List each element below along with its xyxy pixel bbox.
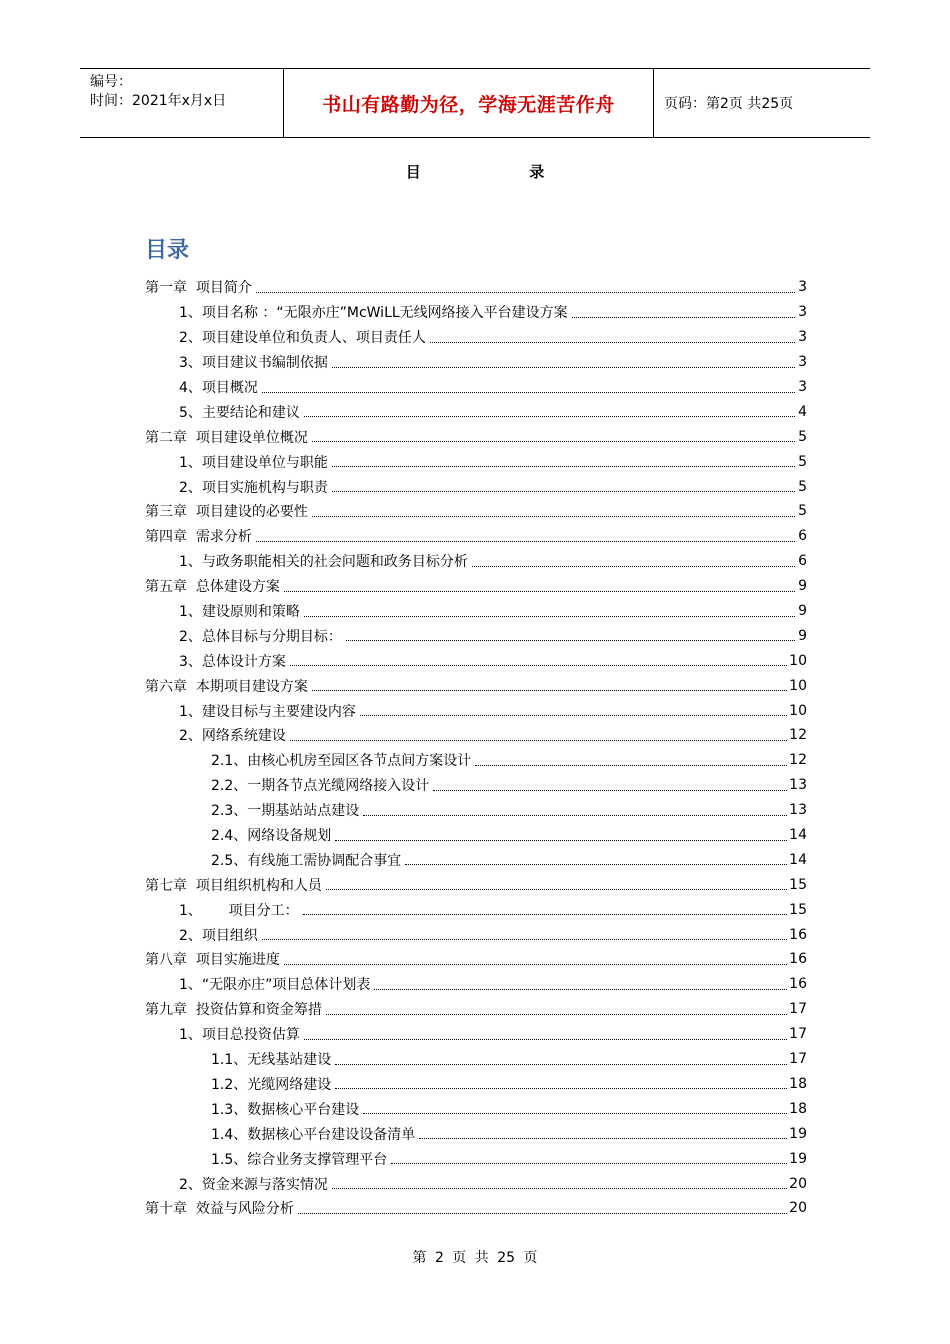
toc-leader-dots xyxy=(335,1064,787,1065)
toc-leader-dots xyxy=(312,690,787,691)
toc-entry[interactable] xyxy=(145,872,807,897)
toc-entry-label: 1、建设目标与主要建设内容 xyxy=(179,701,358,721)
toc-entry[interactable] xyxy=(145,847,807,872)
toc-entry[interactable] xyxy=(145,549,807,574)
toc-entry[interactable] xyxy=(145,673,807,698)
toc-entry-label: 4、项目概况 xyxy=(179,377,260,397)
header-left-cell xyxy=(80,69,284,137)
toc-entry-label: 2.2、一期各节点光缆网络接入设计 xyxy=(211,775,431,795)
toc-leader-dots xyxy=(332,1188,787,1189)
toc-entry[interactable] xyxy=(145,599,807,624)
toc-entry-page: 18 xyxy=(789,1100,807,1117)
toc-leader-dots xyxy=(312,441,795,442)
table-of-contents xyxy=(145,275,807,1221)
toc-entry-page: 9 xyxy=(798,627,807,644)
toc-leader-dots xyxy=(256,541,795,542)
toc-entry[interactable] xyxy=(145,773,807,798)
toc-entry[interactable] xyxy=(145,424,807,449)
toc-leader-dots xyxy=(419,1138,787,1139)
toc-entry-page: 3 xyxy=(798,279,807,296)
toc-entry[interactable] xyxy=(145,399,807,424)
document-title xyxy=(0,161,950,182)
header-motto-cell xyxy=(284,69,654,137)
toc-entry[interactable] xyxy=(145,1146,807,1171)
toc-entry-label: 2、资金来源与落实情况 xyxy=(179,1174,330,1194)
toc-entry[interactable] xyxy=(145,723,807,748)
toc-leader-dots xyxy=(256,292,795,293)
toc-entry-page: 15 xyxy=(789,901,807,918)
toc-entry[interactable] xyxy=(145,798,807,823)
toc-entry-page: 18 xyxy=(789,1075,807,1092)
toc-entry-label: 2、总体目标与分期目标： xyxy=(179,626,344,646)
toc-entry[interactable] xyxy=(145,474,807,499)
toc-entry-page: 16 xyxy=(789,926,807,943)
toc-leader-dots xyxy=(326,889,787,890)
time-label: 时间：2021年x月x日 xyxy=(90,93,227,109)
toc-leader-dots xyxy=(433,790,787,791)
toc-entry-label: 1、建设原则和策略 xyxy=(179,601,302,621)
toc-entry[interactable] xyxy=(145,1121,807,1146)
toc-leader-dots xyxy=(335,840,787,841)
page-info: 页码：第2页 共25页 xyxy=(664,96,794,112)
toc-entry[interactable] xyxy=(145,524,807,549)
toc-entry-label: 2.5、有线施工需协调配合事宜 xyxy=(211,850,403,870)
toc-entry-page: 17 xyxy=(789,1001,807,1018)
toc-entry[interactable] xyxy=(145,574,807,599)
toc-leader-dots xyxy=(475,765,787,766)
toc-heading: 目录 xyxy=(145,238,190,263)
toc-entry[interactable] xyxy=(145,300,807,325)
toc-entry-label: 1.5、综合业务支撑管理平台 xyxy=(211,1149,389,1169)
toc-entry-page: 17 xyxy=(789,1026,807,1043)
toc-entry-page: 4 xyxy=(798,403,807,420)
document-title-char-1: 目 xyxy=(405,163,421,181)
toc-entry-label: 1、与政务职能相关的社会问题和政务目标分析 xyxy=(179,551,470,571)
toc-entry-label: 第二章 项目建设单位概况 xyxy=(145,427,310,447)
toc-entry-label: 1、项目建设单位与职能 xyxy=(179,452,330,472)
toc-entry-label: 第七章 项目组织机构和人员 xyxy=(145,875,324,895)
toc-entry-label: 3、总体设计方案 xyxy=(179,651,288,671)
toc-leader-dots xyxy=(312,516,795,517)
motto-text: 书山有路勤为径，学海无涯苦作舟 xyxy=(322,93,615,116)
toc-entry-label: 第六章 本期项目建设方案 xyxy=(145,676,310,696)
toc-entry-page: 3 xyxy=(798,379,807,395)
toc-entry-page: 12 xyxy=(789,727,807,744)
toc-entry[interactable] xyxy=(145,922,807,947)
toc-entry-label: 2.1、由核心机房至园区各节点间方案设计 xyxy=(211,750,473,770)
toc-entry-page: 5 xyxy=(798,478,807,495)
toc-entry-page: 3 xyxy=(798,329,807,346)
toc-entry-label: 第十章 效益与风险分析 xyxy=(145,1198,296,1218)
toc-leader-dots xyxy=(284,591,795,592)
toc-entry[interactable] xyxy=(145,1022,807,1047)
toc-leader-dots xyxy=(346,640,795,641)
toc-entry-label: 5、主要结论和建议 xyxy=(179,402,302,422)
toc-leader-dots xyxy=(326,1014,787,1015)
toc-leader-dots xyxy=(363,1113,787,1114)
toc-entry[interactable] xyxy=(145,375,807,400)
toc-entry-page: 10 xyxy=(789,702,807,719)
toc-entry-page: 3 xyxy=(798,304,807,321)
toc-entry[interactable] xyxy=(145,1171,807,1196)
toc-leader-dots xyxy=(360,715,787,716)
toc-entry-page: 13 xyxy=(789,777,807,794)
toc-entry-label: 2.4、网络设备规划 xyxy=(211,825,333,845)
toc-entry[interactable] xyxy=(145,1196,807,1221)
number-label: 编号： xyxy=(90,74,132,90)
toc-entry[interactable] xyxy=(145,698,807,723)
toc-entry-page: 5 xyxy=(798,428,807,445)
toc-entry-page: 14 xyxy=(789,827,807,844)
toc-entry[interactable] xyxy=(145,648,807,673)
toc-entry-page: 16 xyxy=(789,976,807,993)
toc-entry-page: 9 xyxy=(798,578,807,595)
toc-entry-label: 2.3、一期基站站点建设 xyxy=(211,800,361,820)
toc-leader-dots xyxy=(391,1163,787,1164)
page-footer: 第 2 页 共 25 页 xyxy=(412,1250,538,1266)
toc-entry[interactable] xyxy=(145,449,807,474)
toc-entry[interactable] xyxy=(145,325,807,350)
toc-entry-page: 15 xyxy=(789,876,807,893)
toc-leader-dots xyxy=(304,1039,787,1040)
toc-entry-page: 20 xyxy=(789,1200,807,1217)
toc-entry-page: 16 xyxy=(789,951,807,968)
toc-entry[interactable] xyxy=(145,823,807,848)
toc-leader-dots xyxy=(298,1213,787,1214)
toc-entry-page: 3 xyxy=(798,354,807,371)
toc-entry-label: 第一章 项目简介 xyxy=(145,277,254,297)
toc-entry-page: 6 xyxy=(798,528,807,545)
toc-leader-dots xyxy=(405,864,787,865)
toc-entry[interactable] xyxy=(145,997,807,1022)
toc-entry-label: 2、项目实施机构与职责 xyxy=(179,477,330,497)
toc-entry-label: 第五章 总体建设方案 xyxy=(145,576,282,596)
toc-entry[interactable] xyxy=(145,972,807,997)
toc-entry-page: 5 xyxy=(798,503,807,520)
toc-leader-dots xyxy=(363,815,787,816)
toc-entry[interactable] xyxy=(145,350,807,375)
toc-entry-label: 2、项目组织 xyxy=(179,925,260,945)
toc-entry-label: 第九章 投资估算和资金筹措 xyxy=(145,999,324,1019)
toc-entry-label: 2、项目建设单位和负责人、项目责任人 xyxy=(179,327,428,347)
toc-entry-label: 2、网络系统建设 xyxy=(179,725,288,745)
toc-entry[interactable] xyxy=(145,623,807,648)
toc-entry-label: 第四章 需求分析 xyxy=(145,526,254,546)
toc-entry-label: 1.4、数据核心平台建设设备清单 xyxy=(211,1124,417,1144)
toc-leader-dots xyxy=(332,491,795,492)
toc-entry-page: 5 xyxy=(798,453,807,470)
toc-entry-label: 1.1、无线基站建设 xyxy=(211,1049,333,1069)
toc-leader-dots xyxy=(332,466,795,467)
toc-leader-dots xyxy=(290,665,787,666)
toc-entry[interactable] xyxy=(145,897,807,922)
toc-entry-label: 第三章 项目建设的必要性 xyxy=(145,501,310,521)
toc-entry-label: 1、 项目分工： xyxy=(179,900,301,920)
toc-entry[interactable] xyxy=(145,1047,807,1072)
toc-entry-page: 9 xyxy=(798,603,807,620)
toc-entry[interactable] xyxy=(145,499,807,524)
toc-entry-label: 第八章 项目实施进度 xyxy=(145,949,282,969)
toc-entry-label: 1.3、数据核心平台建设 xyxy=(211,1099,361,1119)
toc-entry-label: 1、项目名称 ：“无限亦庄”McWiLL无线网络接入平台建设方案 xyxy=(179,302,570,322)
header-page-cell xyxy=(654,69,870,137)
toc-entry-page: 10 xyxy=(789,652,807,669)
toc-entry-page: 17 xyxy=(789,1051,807,1068)
toc-entry[interactable] xyxy=(145,1096,807,1121)
toc-entry-page: 6 xyxy=(798,553,807,570)
toc-entry-page: 19 xyxy=(789,1125,807,1142)
toc-entry-page: 10 xyxy=(789,677,807,694)
toc-leader-dots xyxy=(303,914,788,915)
toc-entry[interactable] xyxy=(145,748,807,773)
toc-entry-page: 19 xyxy=(789,1150,807,1167)
toc-leader-dots xyxy=(262,939,787,940)
toc-leader-dots xyxy=(290,740,787,741)
header-table xyxy=(80,68,870,138)
toc-entry-label: 1、“无限亦庄”项目总体计划表 xyxy=(179,974,372,994)
toc-leader-dots xyxy=(374,989,787,990)
document-title-char-2: 录 xyxy=(529,163,545,181)
toc-entry[interactable] xyxy=(145,1072,807,1097)
toc-entry-page: 13 xyxy=(789,802,807,819)
toc-leader-dots xyxy=(332,367,795,368)
toc-leader-dots xyxy=(430,342,795,343)
toc-leader-dots xyxy=(304,616,795,617)
toc-entry-page: 12 xyxy=(789,752,807,769)
toc-leader-dots xyxy=(304,416,795,417)
toc-leader-dots xyxy=(284,964,787,965)
toc-leader-dots xyxy=(335,1088,787,1089)
toc-entry[interactable] xyxy=(145,275,807,300)
toc-entry-page: 14 xyxy=(789,851,807,868)
toc-entry-page: 20 xyxy=(789,1175,807,1192)
toc-entry-label: 3、项目建议书编制依据 xyxy=(179,352,330,372)
toc-leader-dots xyxy=(472,566,795,567)
toc-leader-dots xyxy=(262,392,795,393)
toc-entry-label: 1、项目总投资估算 xyxy=(179,1024,302,1044)
toc-entry-label: 1.2、光缆网络建设 xyxy=(211,1074,333,1094)
toc-leader-dots xyxy=(572,317,795,318)
toc-entry[interactable] xyxy=(145,947,807,972)
